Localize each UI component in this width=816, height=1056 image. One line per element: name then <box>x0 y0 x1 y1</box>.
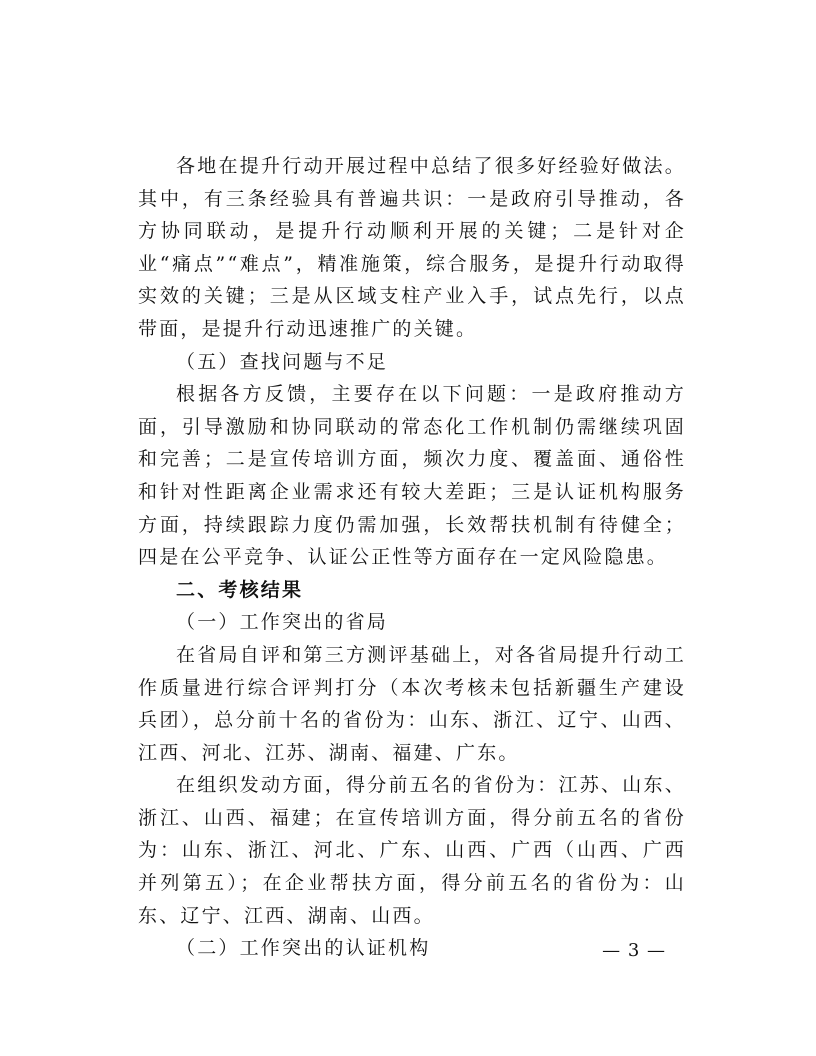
paragraph-top-five: 在组织发动方面，得分前五名的省份为：江苏、山东、浙江、山西、福建；在宣传培训方面，得分前五名的省份为：山东、浙江、河北、广东、山西、广西（山西、广西并列第五）；在企业帮扶方面，得分前五名的省份为：山东、辽宁、江西、湖南、山西。 <box>138 774 686 927</box>
heading-problems: （五）查找问题与不足 <box>176 350 389 373</box>
heading-assessment-results: 二、考核结果 <box>176 578 304 601</box>
paragraph-experience: 各地在提升行动开展过程中总结了很多好经验好做法。其中，有三条经验具有普遍共识：一是政府引导推动，各方协同联动，是提升行动顺利开展的关键；二是针对企业“痛点”“难点”，精准施策，综合服务，是提升行动取得实效的关键；三是从区域支柱产业入手，试点先行，以点带面，是提升行动迅速推广的关键。 <box>138 155 686 340</box>
heading-outstanding-agencies: （二）工作突出的认证机构 <box>176 937 431 960</box>
heading-outstanding-provinces: （一）工作突出的省局 <box>176 611 389 634</box>
paragraph-problems: 根据各方反馈，主要存在以下问题：一是政府推动方面，引导激励和协同联动的常态化工作机制仍需继续巩固和完善；二是宣传培训方面，频次力度、覆盖面、通俗性和针对性距离企业需求还有较大差距；三是认证机构服务方面，持续跟踪力度仍需加强，长效帮扶机制有待健全；四是在公平竞争、认证公正性等方面存在一定风险隐患。 <box>138 383 686 569</box>
paragraph-top-ten: 在省局自评和第三方测评基础上，对各省局提升行动工作质量进行综合评判打分（本次考核未包括新疆生产建设兵团），总分前十名的省份为：山东、浙江、辽宁、山西、江西、河北、江苏、湖南、福建、广东。 <box>138 643 686 764</box>
page-number: — 3 — <box>602 940 666 961</box>
body-text <box>138 150 686 965</box>
